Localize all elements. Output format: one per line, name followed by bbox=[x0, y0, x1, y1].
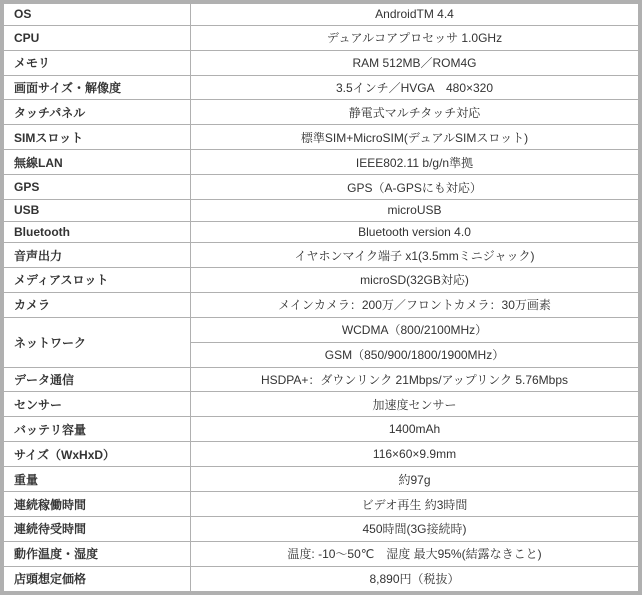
spec-value: microUSB bbox=[191, 200, 641, 222]
spec-label: Bluetooth bbox=[2, 221, 191, 243]
spec-value: 約97g bbox=[191, 467, 641, 492]
spec-value: IEEE802.11 b/g/n準拠 bbox=[191, 150, 641, 175]
spec-value: GPS（A-GPSにも対応） bbox=[191, 175, 641, 200]
spec-value: 加速度センサー bbox=[191, 392, 641, 417]
spec-label: OS bbox=[2, 2, 191, 25]
spec-value: GSM（850/900/1800/1900MHz） bbox=[191, 342, 641, 367]
spec-label: 画面サイズ・解像度 bbox=[2, 75, 191, 100]
table-row bbox=[2, 417, 640, 442]
spec-label: 無線LAN bbox=[2, 150, 191, 175]
spec-label: 連続稼働時間 bbox=[2, 492, 191, 517]
spec-value: 静電式マルチタッチ対応 bbox=[191, 100, 641, 125]
spec-label: センサー bbox=[2, 392, 191, 417]
spec-label: メモリ bbox=[2, 50, 191, 75]
spec-label: バッテリ容量 bbox=[2, 417, 191, 442]
table-row bbox=[2, 317, 640, 342]
spec-label: カメラ bbox=[2, 292, 191, 317]
spec-value: イヤホンマイク端子 x1(3.5mmミニジャック) bbox=[191, 243, 641, 268]
spec-value: WCDMA（800/2100MHz） bbox=[191, 317, 641, 342]
spec-label: GPS bbox=[2, 175, 191, 200]
table-row bbox=[2, 200, 640, 222]
table-row bbox=[2, 100, 640, 125]
spec-label: CPU bbox=[2, 25, 191, 50]
spec-label: サイズ（WxHxD） bbox=[2, 442, 191, 467]
spec-value: microSD(32GB対応) bbox=[191, 267, 641, 292]
table-row bbox=[2, 175, 640, 200]
spec-label: 重量 bbox=[2, 467, 191, 492]
spec-label: 音声出力 bbox=[2, 243, 191, 268]
table-row bbox=[2, 467, 640, 492]
spec-label: タッチパネル bbox=[2, 100, 191, 125]
spec-label: 動作温度・湿度 bbox=[2, 541, 191, 566]
spec-label: SIMスロット bbox=[2, 125, 191, 150]
spec-label: メディアスロット bbox=[2, 267, 191, 292]
spec-label: ネットワーク bbox=[2, 317, 191, 367]
table-row bbox=[2, 25, 640, 50]
table-row bbox=[2, 267, 640, 292]
table-row bbox=[2, 2, 640, 25]
table-row bbox=[2, 541, 640, 566]
table-row bbox=[2, 292, 640, 317]
spec-label: データ通信 bbox=[2, 367, 191, 392]
table-row bbox=[2, 75, 640, 100]
spec-table-body bbox=[2, 2, 640, 593]
table-row bbox=[2, 392, 640, 417]
spec-value: RAM 512MB／ROM4G bbox=[191, 50, 641, 75]
spec-value: 8,890円（税抜） bbox=[191, 566, 641, 593]
table-row bbox=[2, 442, 640, 467]
spec-label: 店頭想定価格 bbox=[2, 566, 191, 593]
table-row bbox=[2, 243, 640, 268]
table-row bbox=[2, 566, 640, 593]
table-row bbox=[2, 221, 640, 243]
spec-value: 3.5インチ／HVGA 480×320 bbox=[191, 75, 641, 100]
spec-value: デュアルコアプロセッサ 1.0GHz bbox=[191, 25, 641, 50]
table-row bbox=[2, 517, 640, 542]
table-row bbox=[2, 367, 640, 392]
spec-value: HSDPA+：ダウンリンク 21Mbps/アップリンク 5.76Mbps bbox=[191, 367, 641, 392]
spec-value: 116×60×9.9mm bbox=[191, 442, 641, 467]
spec-value: Bluetooth version 4.0 bbox=[191, 221, 641, 243]
spec-value: ビデオ再生 約3時間 bbox=[191, 492, 641, 517]
table-row bbox=[2, 50, 640, 75]
spec-value: AndroidTM 4.4 bbox=[191, 2, 641, 25]
spec-label: 連続待受時間 bbox=[2, 517, 191, 542]
table-row bbox=[2, 492, 640, 517]
table-row bbox=[2, 150, 640, 175]
spec-label: USB bbox=[2, 200, 191, 222]
spec-value: 標準SIM+MicroSIM(デュアルSIMスロット) bbox=[191, 125, 641, 150]
spec-value: 1400mAh bbox=[191, 417, 641, 442]
table-row bbox=[2, 125, 640, 150]
spec-value: 450時間(3G接続時) bbox=[191, 517, 641, 542]
spec-value: メインカメラ：200万／フロントカメラ：30万画素 bbox=[191, 292, 641, 317]
spec-value: 温度: -10～50℃ 湿度 最大95%(結露なきこと) bbox=[191, 541, 641, 566]
